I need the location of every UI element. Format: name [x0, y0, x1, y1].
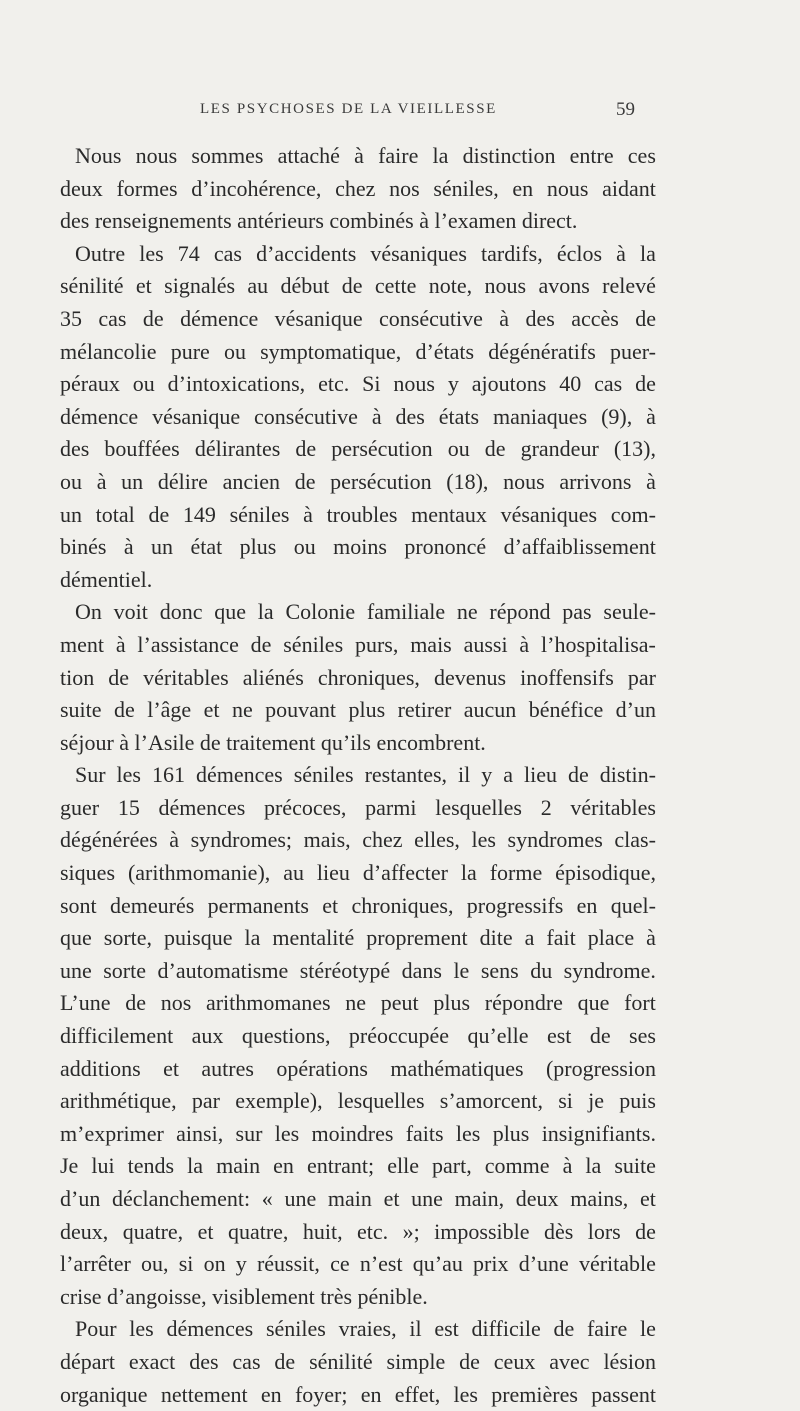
text-line: ment à l’assistance de séniles purs, mais aussi à l’hospitalisa-	[60, 631, 656, 657]
text-line: guer 15 démences précoces, parmi lesquelles 2 véritables	[60, 794, 656, 820]
text-line: sont demeurés permanents et chroniques, progressifs en quel-	[60, 892, 656, 918]
text-line: un total de 149 séniles à troubles mentaux vésaniques com-	[60, 501, 656, 527]
text-line: mélancolie pure ou symptomatique, d’états dégénératifs puer-	[60, 338, 656, 364]
text-line: deux formes d’incohérence, chez nos séniles, en nous aidant	[60, 175, 656, 201]
text-line: des bouffées délirantes de persécution ou de grandeur (13),	[60, 436, 656, 462]
text-line: Nous nous sommes attaché à faire la distinction entre ces	[75, 143, 656, 168]
text-line: arithmétique, par exemple), lesquelles s’amorcent, si je puis	[60, 1088, 656, 1114]
text-line: l’arrêter ou, si on y réussit, ce n’est qu’au prix d’une véritable	[60, 1251, 656, 1277]
text-line: m’exprimer ainsi, sur les moindres faits les plus insignifiants.	[60, 1120, 656, 1146]
page-number: 59	[616, 99, 635, 120]
text-line: une sorte d’automatisme stéréotypé dans le sens du syndrome.	[60, 957, 656, 983]
text-line: siques (arithmomanie), au lieu d’affecter la forme épisodique,	[60, 860, 656, 886]
text-line: crise d’angoisse, visiblement très pénible.	[60, 1283, 428, 1309]
text-line: binés à un état plus ou moins prononcé d’affaiblissement	[60, 534, 656, 560]
text-line: 35 cas de démence vésanique consécutive à des accès de	[60, 305, 656, 331]
text-line: démentiel.	[60, 566, 153, 592]
text-line: organique nettement en foyer; en effet, les premières passent	[60, 1381, 656, 1407]
text-line: d’un déclanchement: « une main et une main, deux mains, et	[60, 1186, 656, 1211]
text-line: que sorte, puisque la mentalité proprement dite a fait place à	[60, 925, 656, 951]
text-line: additions et autres opérations mathématiques (progression	[60, 1055, 656, 1081]
text-line: séjour à l’Asile de traitement qu’ils encombrent.	[60, 729, 486, 755]
text-line: deux, quatre, et quatre, huit, etc. »; impossible dès lors de	[60, 1218, 656, 1244]
text-line: des renseignements antérieurs combinés à l’examen direct.	[60, 208, 578, 234]
text-line: démence vésanique consécutive à des états maniaques (9), à	[60, 403, 656, 429]
text-line: départ exact des cas de sénilité simple de ceux avec lésion	[60, 1348, 656, 1374]
body-text	[60, 140, 656, 1411]
text-line: suite de l’âge et ne pouvant plus retirer aucun bénéfice d’un	[60, 697, 656, 723]
text-line: L’une de nos arithmomanes ne peut plus répondre que fort	[60, 990, 656, 1016]
text-line: difficilement aux questions, préoccupée qu’elle est de ses	[60, 1023, 656, 1049]
text-line: sénilité et signalés au début de cette note, nous avons relevé	[60, 273, 656, 299]
text-line: Je lui tends la main en entrant; elle part, comme à la suite	[60, 1153, 656, 1179]
text-line: Outre les 74 cas d’accidents vésaniques tardifs, éclos à la	[75, 240, 656, 266]
text-line: dégénérées à syndromes; mais, chez elles, les syndromes clas-	[60, 827, 656, 853]
text-line: tion de véritables aliénés chroniques, devenus inoffensifs par	[60, 664, 656, 690]
running-title: LES PSYCHOSES DE LA VIEILLESSE	[200, 101, 497, 117]
text-line: On voit donc que la Colonie familiale ne répond pas seule-	[75, 599, 656, 625]
text-line: Sur les 161 démences séniles restantes, il y a lieu de distin-	[75, 762, 656, 788]
text-line: Pour les démences séniles vraies, il est difficile de faire le	[75, 1316, 656, 1342]
text-line: ou à un délire ancien de persécution (18), nous arrivons à	[60, 468, 656, 494]
text-line: péraux ou d’intoxications, etc. Si nous y ajoutons 40 cas de	[60, 371, 656, 397]
